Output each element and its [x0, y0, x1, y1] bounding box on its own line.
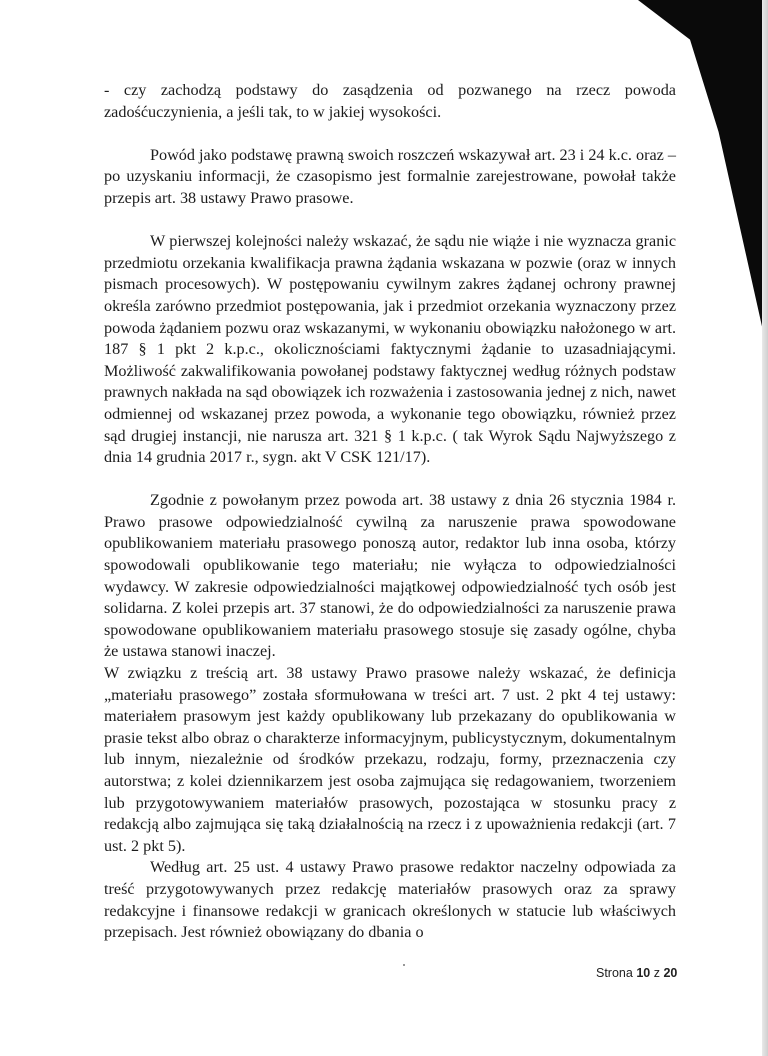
paragraph-4: Zgodnie z powołanym przez powoda art. 38 ustawy z dnia 26 stycznia 1984 r. Prawo prasowe odpowiedzialność cywilną za naruszenie prawa spowodowane opublikowaniem materiału prasowego ponoszą autor, redaktor lub inna osoba, którzy spowodowali opublikowanie tego materiału; nie wyłącza to odpowiedzialności wydawcy. W zakresie odpowiedzialności majątkowej odpowiedzialność tych osób jest solidarna. Z kolei przepis art. 37 stanowi, że do odpowiedzialności za naruszenie prawa spowodowane opublikowaniem materiału prasowego stosuje się zasady ogólne, chyba że ustawa stanowi inaczej.: [104, 491, 676, 661]
page-number: [596, 966, 677, 980]
paragraph-1: - czy zachodzą podstawy do zasądzenia od pozwanego na rzecz powoda zadośćuczynienia, a jeśli tak, to w jakiej wysokości.: [104, 81, 676, 121]
page-current: 10: [636, 966, 651, 980]
paragraph-5: W związku z treścią art. 38 ustawy Prawo prasowe należy wskazać, że definicja „materiału prasowego” została sformułowana w treści art. 7 ust. 2 pkt 4 tej ustawy: materiałem prasowym jest każdy opublikowany lub przekazany do opublikowania w prasie tekst albo obraz o charakterze informacyjnym, publicystycznym, dokumentalnym lub innym, niezależnie od środków przekazu, rodzaju, formy, przeznaczenia czy autorstwa; z kolei dziennikarzem jest osoba zajmująca się redagowaniem, tworzeniem lub przygotowywaniem materiałów prasowych, pozostająca w stosunku pracy z redakcją albo zajmująca się taką działalnością na rzecz i z upoważnienia redakcji (art. 7 ust. 2 pkt 5).: [104, 664, 676, 855]
paragraph-6: Według art. 25 ust. 4 ustawy Prawo prasowe redaktor naczelny odpowiada za treść przygotowywanych przez redakcję materiałów prasowych oraz za sprawy redakcyjne i finansowe redakcji w granicach określonych w statucie lub właściwych przepisach. Jest również obowiązany do dbania o: [104, 858, 676, 942]
page-separator: z: [653, 966, 660, 980]
scan-right-edge: [762, 0, 768, 1056]
paragraph-3: W pierwszej kolejności należy wskazać, że sądu nie wiąże i nie wyznacza granic przedmiotu orzekania kwalifikacja prawna żądania wskazana w pozwie (oraz w innych pismach procesowych). W postępowaniu cywilnym zakres żądanej ochrony prawnej określa zarówno przedmiot postępowania, jak i przedmiot orzekania wyznaczony przez powoda żądaniem pozwu oraz wskazanymi, w wykonaniu obowiązku nałożonego w art. 187 § 1 pkt 2 k.p.c., okolicznościami faktycznymi żądanie to uzasadniającymi. Możliwość zakwalifikowania powołanej podstawy faktycznej według różnych podstaw prawnych nakłada na sąd obowiązek ich rozważenia i zastosowania jednej z nich, nawet odmiennej od wskazanej przez powoda, a wykonanie tego obowiązku, również przez sąd drugiej instancji, nie narusza art. 321 § 1 k.p.c. ( tak Wyrok Sądu Najwyższego z dnia 14 grudnia 2017 r., sygn. akt V CSK 121/17).: [104, 232, 676, 467]
page-label: Strona: [596, 966, 633, 980]
scan-speck: [403, 964, 405, 966]
document-body: [104, 80, 676, 944]
page-total: 20: [663, 966, 678, 980]
paragraph-2: Powód jako podstawę prawną swoich roszczeń wskazywał art. 23 i 24 k.c. oraz – po uzyskaniu informacji, że czasopismo jest formalnie zarejestrowane, powołał także przepis art. 38 ustawy Prawo prasowe.: [104, 145, 676, 207]
